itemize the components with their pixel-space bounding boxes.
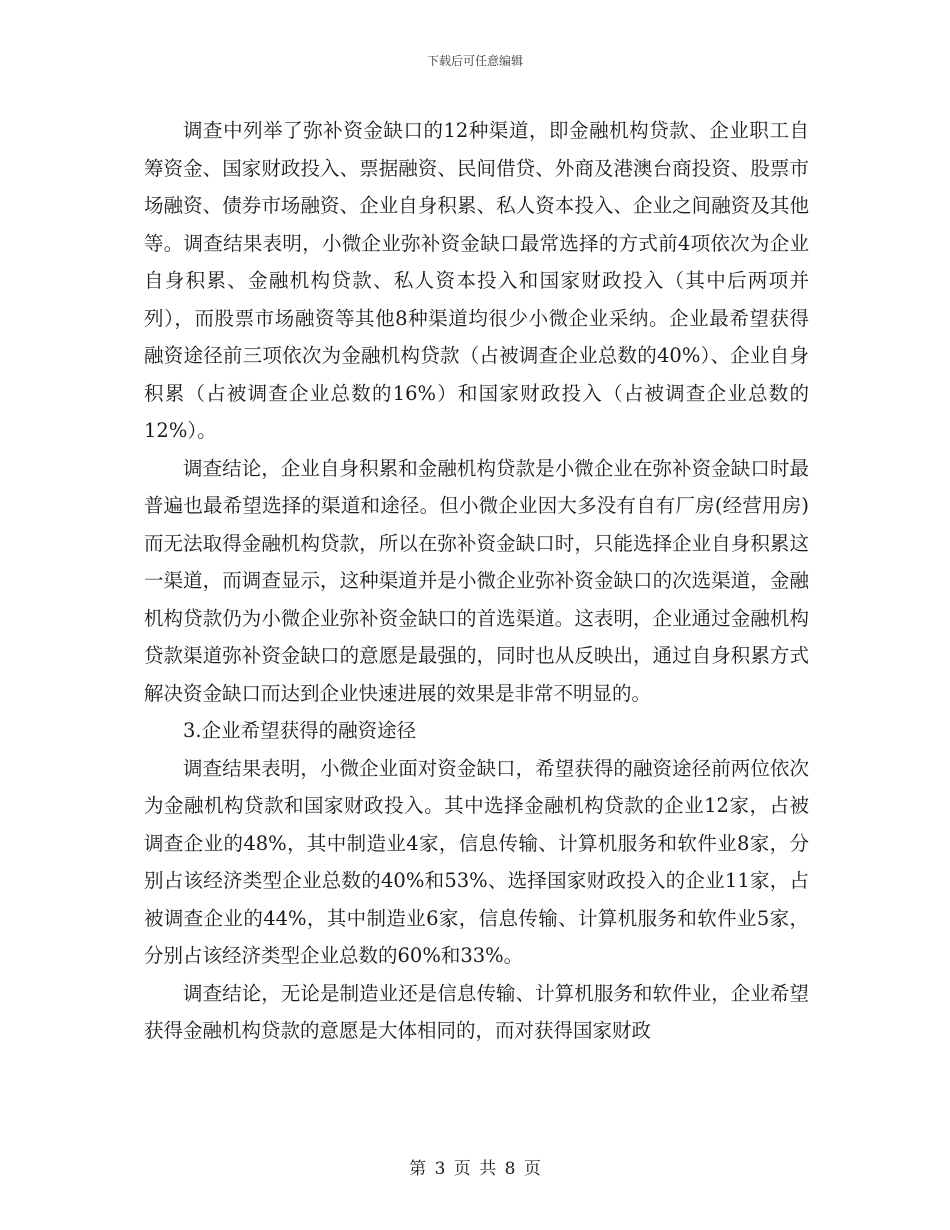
page-footer: 第 3 页 共 8 页 — [409, 1159, 541, 1179]
document-body — [144, 112, 809, 1050]
paragraph-desired-financing: 调查结果表明，小微企业面对资金缺口，希望获得的融资途径前两位依次为金融机构贷款和国家财政投入。其中选择金融机构贷款的企业12家，占被调查企业的48%，其中制造业4家，信息传输、计算机服务和软件业8家，分别占该经济类型企业总数的40%和53%、选择国家财政投入的企业11家，占被调查企业的44%，其中制造业6家，信息传输、计算机服务和软件业5家，分别占该经济类型企业总数的60%和33%。 — [144, 756, 809, 967]
paragraph-conclusion-1: 调查结论，企业自身积累和金融机构贷款是小微企业在弥补资金缺口时最普遍也最希望选择的渠道和途径。但小微企业因大多没有自有厂房(经营用房)而无法取得金融机构贷款，所以在弥补资金缺口时，只能选择企业自身积累这一渠道，而调查显示，这种渠道并是小微企业弥补资金缺口的次选渠道，金融机构贷款仍为小微企业弥补资金缺口的首选渠道。这表明，企业通过金融机构贷款渠道弥补资金缺口的意愿是最强的，同时也从反映出，通过自身积累方式解决资金缺口而达到企业快速进展的效果是非常不明显的。 — [144, 456, 809, 705]
paragraph-financing-channels: 调查中列举了弥补资金缺口的12种渠道，即金融机构贷款、企业职工自筹资金、国家财政投入、票据融资、民间借贷、外商及港澳台商投资、股票市场融资、债券市场融资、企业自身积累、私人资本投入、企业之间融资及其他等。调查结果表明，小微企业弥补资金缺口最常选择的方式前4项依次为企业自身积累、金融机构贷款、私人资本投入和国家财政投入（其中后两项并列），而股票市场融资等其他8种渠道均很少小微企业采纳。企业最希望获得融资途径前三项依次为金融机构贷款（占被调查企业总数的40%）、企业自身积累（占被调查企业总数的16%）和国家财政投入（占被调查企业总数的12%）。 — [144, 119, 809, 442]
paragraph-conclusion-2: 调查结论，无论是制造业还是信息传输、计算机服务和软件业，企业希望获得金融机构贷款的意愿是大体相同的，而对获得国家财政 — [144, 981, 809, 1042]
page-header: 下载后可任意编辑 — [426, 54, 523, 68]
section-heading: 3.企业希望获得的融资途径 — [183, 719, 417, 742]
